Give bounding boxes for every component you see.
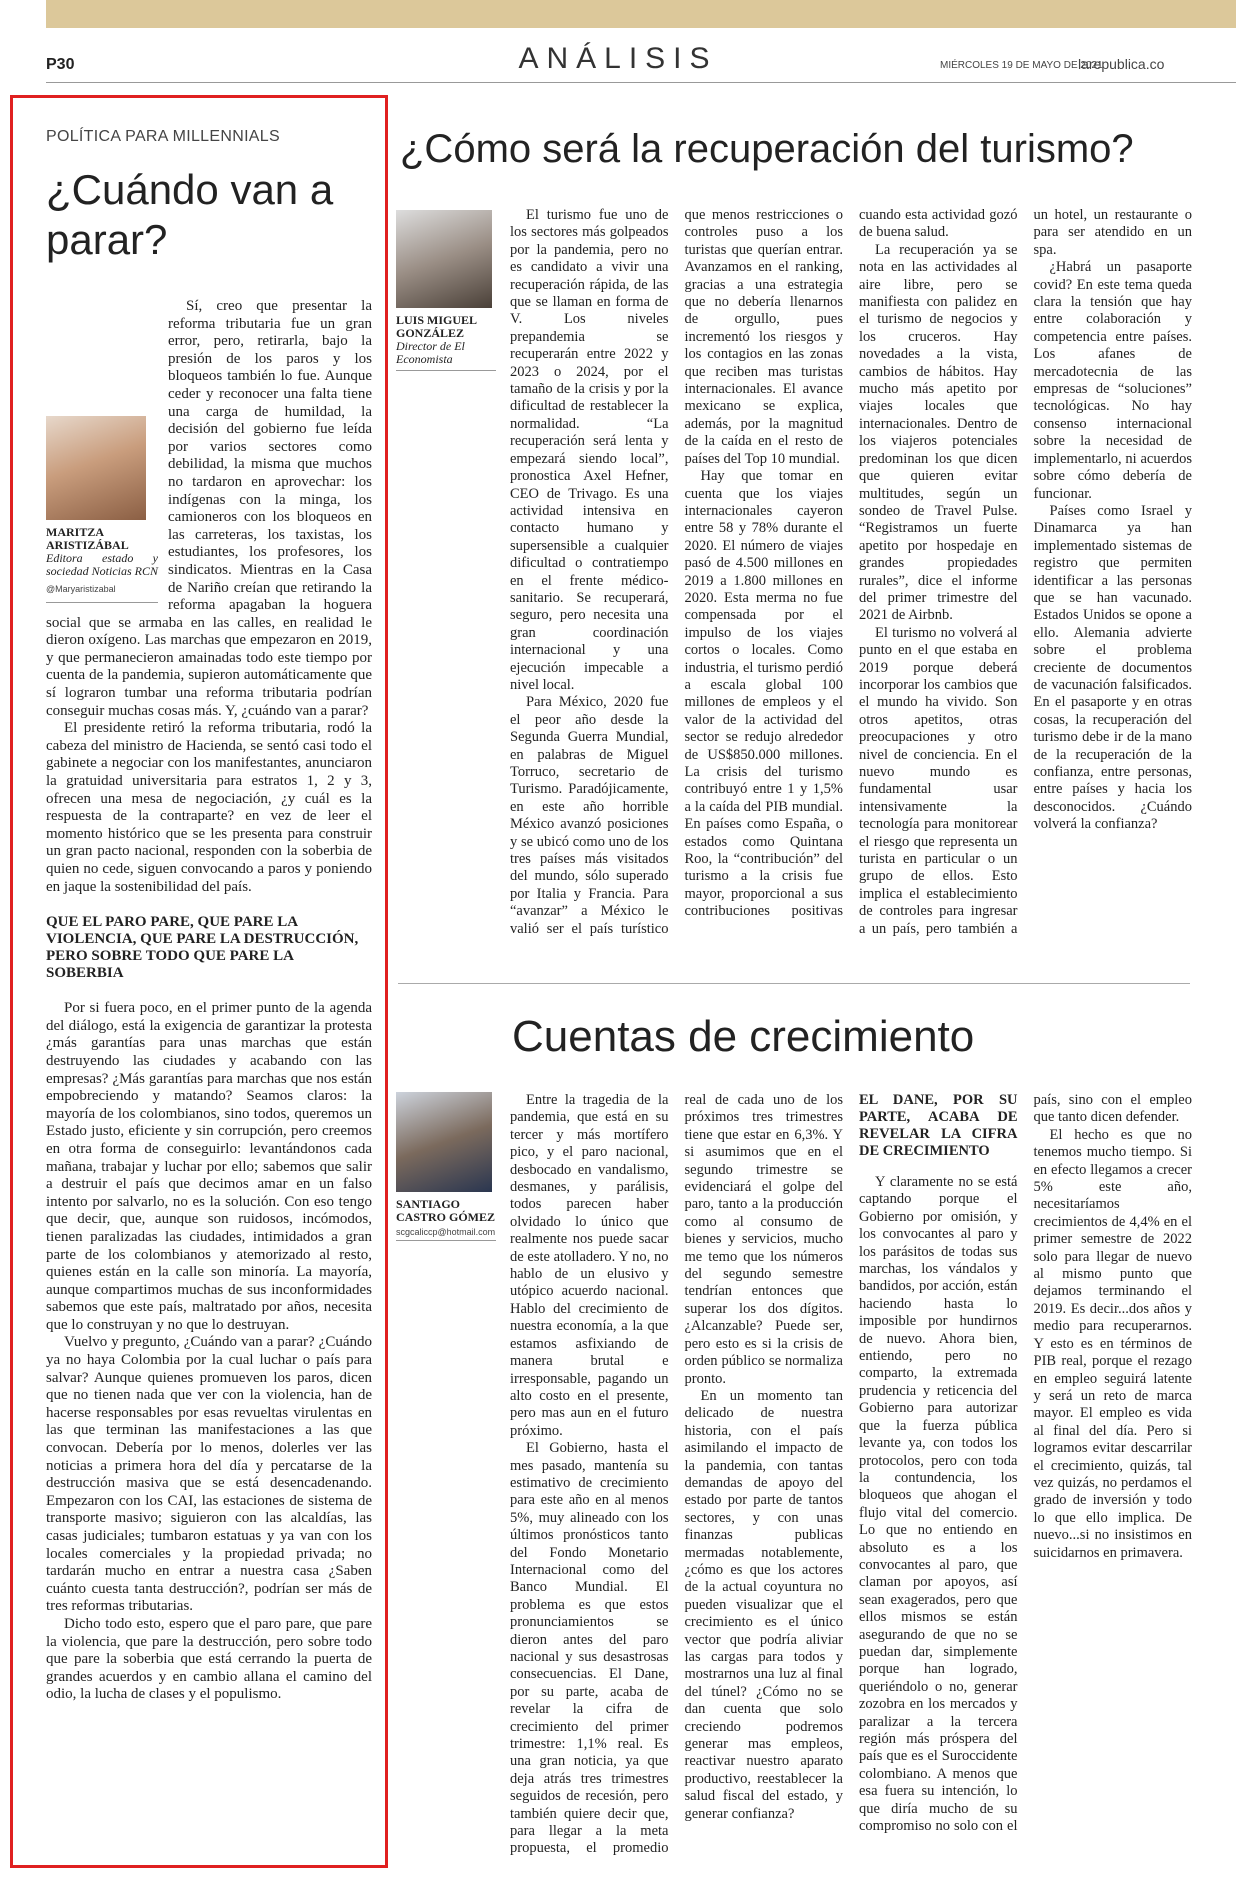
top-color-bar <box>46 0 1236 28</box>
column-author <box>46 416 158 603</box>
header-rule <box>46 82 1236 83</box>
article-author <box>396 1092 496 1241</box>
author-role: Director de El Economista <box>396 340 496 371</box>
column-paragraph: Por si fuera poco, en el primer punto de la agenda del diálogo, está la exigencia de garantizar la protesta ¿más garantías para unas marchas que están destruyendo las ciudades y acabando con las empresas? ¿Más garantías para marchas que nos están empobreciendo y matando? Seamos claros: la mayoría de los colombianos, sino todos, queremos un Estado justo, eficiente y sin corrupción, pero creemos en otra forma de conseguirlo: levantándonos cada mañana, trabajar y luchar por ello; sabemos que salir a destruir el país que decimos amar en un falso intento por salvarlo, no es la solución. Con eso tengo que decir, que, aunque son ruidosos, incómodos, tienen paralizadas las ciudades, intimidados a gran parte de los colombianos y atemorizado al resto, quienes están en la calle son minoría. La mayoría, aunque compartimos muchas de sus inconformidades sabemos que este país, maltratado por años, necesita que lo construyan y no que lo destruyan. <box>46 1000 372 1333</box>
article-body <box>510 1092 1192 1862</box>
column-paragraph: Vuelvo y pregunto, ¿Cuándo van a parar? ¿Cuándo ya no haya Colombia por la cual luchar o país para salvar? Aunque quienes promueven los paros, dicen que no tienen nada que ver con la violencia, han de hacerse responsables por esas revueltas virulentas en las que terminan las manifestaciones a las que convocan. Debería por lo menos, dolerles ver las noticias a primera hora del día y percatarse de la destrucción masiva que se está desencadenando. Empezaron con los CAI, las estaciones de sistema de transporte masivo; siguieron con las alcaldías, las casas judiciales; tumbaron estatuas y ya van con los locales comerciales y la propiedad privada; no tardarán mucho en entrar a nuestra casa ¿Saben cuánto cuesta tanta destrucción?, podrían ser más de tres reformas tributarias. <box>46 1334 372 1615</box>
page-number: P30 <box>46 56 75 73</box>
author-email[interactable]: scgcaliccp@hotmail.com <box>396 1227 496 1241</box>
author-name: LUIS MIGUEL GONZÁLEZ <box>396 313 477 340</box>
article-paragraph: La recuperación ya se nota en las actividades al aire libre, pero se manifiesta con palidez en el turismo de negocios y los cruceros. Hay novedades a la vista, cambios de hábitos. Hay mucho más apetito por viajes locales que internacionales. Dentro de los viajeros potenciales predominan los que dicen que quieren evitar multitudes, según un sondeo de Travel Pulse. “Registramos un fuerte apetito por hospedaje en grandes propiedades rurales”, dice el informe del primer trimestre del 2021 de Airbnb. <box>859 241 1018 624</box>
article-author <box>396 210 496 371</box>
author-photo <box>396 210 492 308</box>
article-paragraph: ¿Habrá un pasaporte covid? En este tema queda clara la tensión que hay entre colaboración y competencia entre países. Los afanes de mercadotecnia de las empresas de “soluciones” tecnológicas. No hay consenso internacional sobre la necesidad de implementarlo, ni acuerdos sobre cómo debería de funcionar. <box>1033 259 1192 502</box>
article-paragraph: Para México, 2020 fue el peor año desde la Segunda Guerra Mundial, en palabras de Miguel Torruco, secretario de Turismo. Paradójicamente, en este año horrible México avanzó posiciones y se ubicó como uno de los tres países más visitados del mundo, sólo superado por Italia y Francia. Para “avanzar” a México le valió ser el país turístico que menos restricciones o controles puso a los turistas que querían entrar. Avanzamos en el ranking, gracias a una estrategia que no debería llenarnos de orgullo, pues incrementó los riesgos y los contagios en las zonas que reciben mas turistas internacionales. El avance mexicano se explica, además, por la magnitud de la caída en el resto de países del Top 10 mundial. <box>510 207 843 937</box>
article-paragraph: El turismo fue uno de los sectores más golpeados por la pandemia, pero no es candidato a vivir una recuperación rápida, de las que se llaman en forma de V. Los niveles prepandemia se recuperarán entre 2022 y 2023 o 2024, por el tamaño de la crisis y por la dificultad de restablecer la normalidad. “La recuperación será lenta y empezará siendo local”, pronostica Axel Hefner, CEO de Trivago. Es una actividad intensiva en contacto humano y supersensible a cualquier dificultad o contratiempo en el frente médico-sanitario. Se recuperará, seguro, pero necesita una gran coordinación internacional y una ejecución impecable a nivel local. <box>510 207 669 693</box>
author-name: MARITZA ARISTIZÁBAL <box>46 525 129 552</box>
site-url[interactable]: larepublica.co <box>1078 56 1165 72</box>
section-title: ANÁLISIS <box>518 42 718 75</box>
column-title: ¿Cuándo van a parar? <box>46 166 334 263</box>
article-paragraph: El turismo no volverá al punto en el que estaba en 2019 porque deberá incorporar los cambios que el mundo ha vivido. Son otros apetitos, otras preocupaciones y otro nivel de conciencia. En el nuevo mundo es fundamental usar intensivamente la tecnología para monitorear el riesgo que representa un turista en particular o un grupo de ellos. Esto implica el establecimiento de controles para ingresar a un país, pero también a un hotel, un restaurante o para ser atendido en un spa. <box>859 207 1192 937</box>
article-paragraph: El hecho es que no tenemos mucho tiempo. Si en efecto llegamos a crecer 5% este año, necesitaríamos crecimientos de 4,4% en el primer semestre de 2022 solo para llegar de nuevo al mismo punto que dejamos terminando el 2019. Es decir...dos años y medio para recuperarnos. Y esto es en términos de PIB real, porque el rezago en empleo seguirá latente y será un reto de marca mayor. El empleo es vida al final del día. Pero si logramos evitar descarrilar el crecimiento, quizás, tal vez quizás, no perdamos el grado de inversión y todo lo que ello implica. De nuevo...si no insistimos en suicidarnos en primavera. <box>1033 1126 1192 1561</box>
column-paragraph: Dicho todo esto, espero que el paro pare, que pare la violencia, que pare la destrucción, pero sobre todo que pare la soberbia que está cerrando la puerta de grandes acuerdos y en cambio allana el camino del odio, la lucha de clases y el populismo. <box>46 1615 372 1703</box>
author-handle[interactable]: @Maryaristizabal <box>46 581 158 603</box>
article-paragraph: Y claramente no se está captando porque el Gobierno por omisión, y los convocantes al paro y los parásitos de todas sus marchas, los vándalos y bandidos, por acción, están haciendo hasta lo imposible por hundirnos de nuevo. Ahora bien, entiendo, pero no comparto, la extremada prudencia y reticencia del Gobierno para autorizar que la fuerza pública levante ya, con todos los protocolos, pero con toda la contundencia, los bloqueos que ahogan el flujo vital del comercio. Lo que no entiendo en absoluto es a los convocantes al paro, que claman por apoyos, así sean exagerados, pero que ellos mismos se están asegurando de que no se puedan dar, simplemente porque han logrado, queriéndolo o no, generar zozobra en los mercados y paralizar a la tercera región más próspera del país que es el Suroccidente colombiano. A menos que esa fuera su intención, lo que diría mucho de su compromiso no solo con el país, sino con el empleo que tanto dicen defender. <box>859 1092 1192 1835</box>
article-paragraph: En un momento tan delicado de nuestra historia, con el país asimilando el impacto de la pandemia, con tantas demandas de apoyo del estado por parte de tantos sectores, y con unas finanzas publicas mermadas notablemente, ¿cómo es que los actores de la actual coyuntura no pueden visualizar que el crecimiento es el único vector que podría aliviar las cargas para todos y mostrarnos una luz al final del túnel? ¿Cómo no se dan cuenta que solo creciendo podremos generar mas empleos, reactivar nuestro aparato productivo, reestablecer la salud fiscal del estado, y generar confianza? <box>684 1387 843 1822</box>
author-photo <box>396 1092 492 1192</box>
article-paragraph: Entre la tragedia de la pandemia, que está en su tercer y más mortífero pico, y el paro nacional, desbocado en vandalismo, desmanes, y parálisis, todos parecen haber olvidado lo único que realmente nos puede sacar de este atolladero. Y no, no hablo de un elusivo y utópico acuerdo nacional. Hablo del crecimiento de nuestra economía, a la que estamos asfixiando de manera brutal e irresponsable, pagando un alto costo en el presente, pero mas aun en el futuro próximo. <box>510 1092 669 1439</box>
article-divider <box>398 983 1190 984</box>
column-paragraph-text: Sí, creo que presentar la reforma tributaria fue un gran error, pero, retirarla, bajo la presión de los paros y los bloqueos también lo fue. Aunque ceder y reconocer una falta tiene una carga de humildad, la decisión del gobierno fue leída por varios sectores como debilidad, la misma que muchos no tardaron en aprovechar: los indígenas con la minga, los camioneros con los bloqueos en las carreteras, los taxistas, los estudiantes, los profesores, los sindicatos. Mientras en la Casa de Nariño creían que retirando la reforma apagaban la hoguera social que se armaba en las calles, en realidad le dieron oxígeno. Las marchas que empezaron en 2019, y que permanecieron amainadas todo este tiempo por cuenta de la pandemia, supieron automáticamente que sí lograron tumbar una reforma tributaria podrían conseguir muchas cosas más. Y, ¿cuándo van a parar? <box>46 298 372 719</box>
article-body <box>510 207 1192 952</box>
issue-date: MIÉRCOLES 19 DE MAYO DE 2021 <box>940 60 1103 71</box>
article-paragraph: El Gobierno, hasta el mes pasado, mantenía su estimativo de crecimiento para este año en al menos 5%, muy alineado con los últimos pronósticos tanto del Fondo Monetario Internacional como del Banco Mundial. El problema es que estos pronunciamientos se dieron antes del paro nacional y sus desastrosas consecuencias. El Dane, por su parte, acaba de revelar la cifra de crecimiento del primer trimestre: 1,1% real. Es una gran noticia, ya que deja atrás tres trimestres seguidos de recesión, pero también quiere decir que, para llegar a la meta propuesta, el promedio real de cada uno de los próximos tres trimestres tiene que estar en 6,3%. Y si asumimos que en el segundo trimestre se evidenciará el golpe del paro, tanto a la producción como al consumo de bienes y servicios, mucho me temo que los números del segundo semestre tendrían entonces que superar los dos dígitos. ¿Alcanzable? Puede ser, pero esto es si la crisis de orden público se normaliza pronto. <box>510 1092 843 1857</box>
article-paragraph: Hay que tomar en cuenta que los viajes internacionales cayeron entre 58 y 78% durante el 2020. El número de viajes pasó de 4.500 millones en 2019 a 1.800 millones en 2020. Esta merma no fue compensada por el impulso de los viajes cortos o locales. Como industria, el turismo perdió a escala global 100 millones de empleos y el valor de la actividad del sector se redujo alrededor de US$850.000 millones. La crisis del turismo contribuyó entre 1 y 1,5% a la caída del PIB mundial. En países como España, o estados como Quintana Roo, la “contribución” del turismo a la crisis fue mayor, proporcional a sus contribuciones positivas cuando esta actividad gozó de buena salud. <box>684 207 1018 920</box>
column-paragraph: El presidente retiró la reforma tributaria, rodó la cabeza del ministro de Hacienda, se sentó casi todo el gabinete a negociar con los manifestantes, anunciaron la gratuidad universitaria para estratos 1, 2 y 3, ofrecen una mesa de negociación, ¿y cuál es la respuesta de la contraparte? en vez de leer el momento histórico que se les presenta para construir un gran pacto nacional, responden con la soberbia de quien no cede, siguen convocando a paros y poniendo en jaque la sostenibilidad del país. <box>46 720 372 895</box>
article-title: ¿Cómo será la recuperación del turismo? <box>400 127 1134 171</box>
author-name: SANTIAGO CASTRO GÓMEZ <box>396 1197 496 1224</box>
column-kicker: POLÍTICA PARA MILLENNIALS <box>46 128 280 145</box>
article-title: Cuentas de crecimiento <box>512 1012 975 1061</box>
author-photo <box>46 416 146 520</box>
column-subhead: QUE EL PARO PARE, QUE PARE LA VIOLENCIA, QUE PARE LA DESTRUCCIÓN, PERO SOBRE TODO QUE PARE LA SOBERBIA <box>46 914 359 982</box>
article-paragraph: Países como Israel y Dinamarca ya han implementado sistemas de registro que permiten identificar a las personas que se han vacunado. Estados Unidos se opone a ello. Alemania advierte sobre el problema creciente de documentos de vacunación falsificados. En el pasaporte y en otras cosas, la recuperación del turismo debe ir de la mano de la recuperación de la confianza, entre personas, entre países y hacia los desconocidos. ¿Cuándo volverá la confianza? <box>1033 502 1192 833</box>
article-subhead: EL DANE, POR SU PARTE, ACABA DE REVELAR LA CIFRA DE CRECIMIENTO <box>859 1092 1018 1159</box>
column-paragraph <box>46 298 372 720</box>
column-body <box>46 298 372 1704</box>
author-role: Editora estado y sociedad Noticias RCN <box>46 551 158 578</box>
